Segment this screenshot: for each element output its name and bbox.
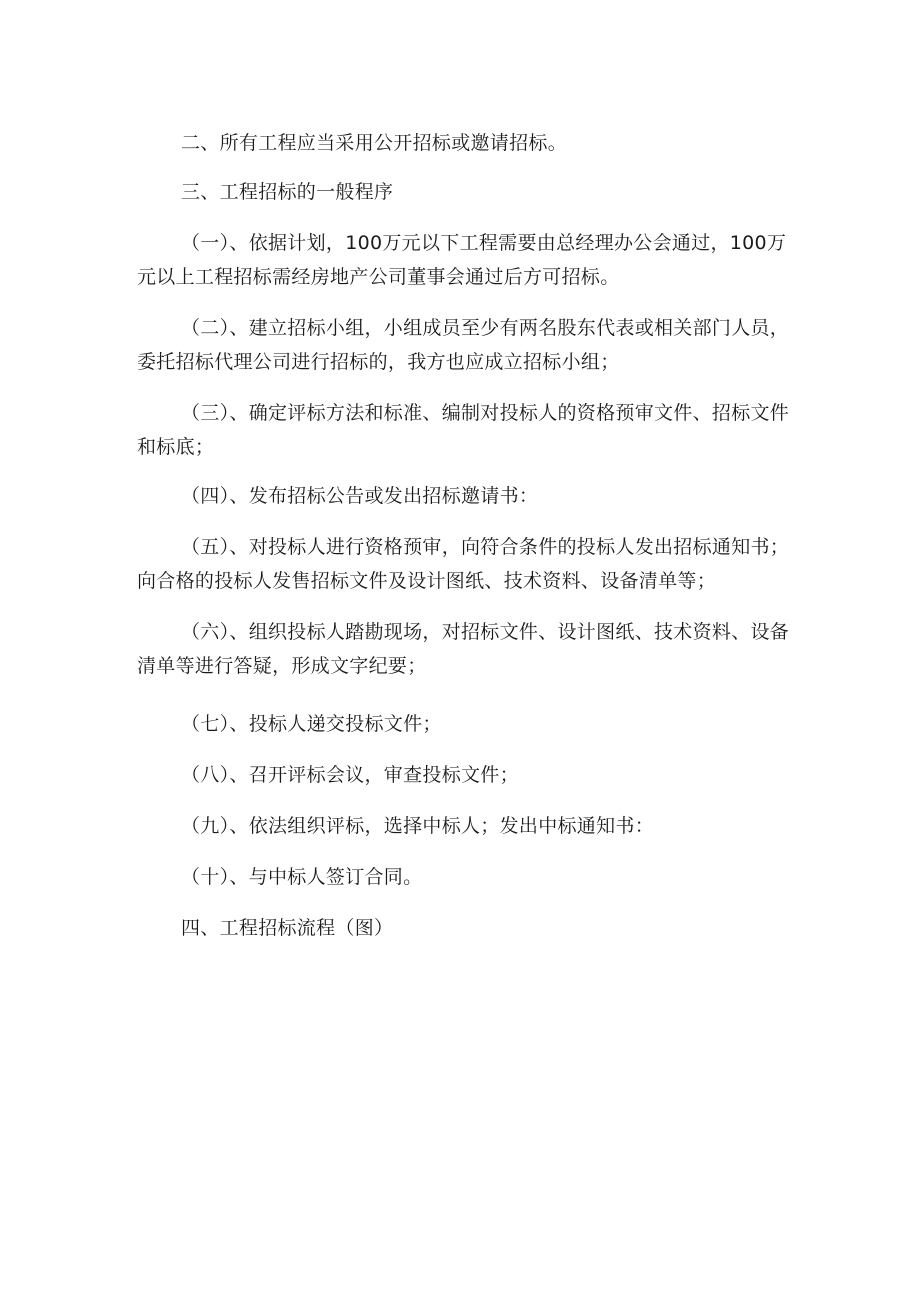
procedure-step-5: （五）、对投标人进行资格预审，向符合条件的投标人发出招标通知书；向合格的投标人发售招标文件及设计图纸、技术资料、设备清单等；	[137, 536, 790, 592]
section-heading-3: 三、工程招标的一般程序	[181, 181, 394, 203]
procedure-step-7: （七）、投标人递交投标文件；	[181, 713, 442, 735]
procedure-step-8: （八）、召开评标会议，审查投标文件；	[181, 764, 519, 786]
procedure-step-9: （九）、依法组织评标，选择中标人；发出中标通知书：	[181, 815, 655, 837]
procedure-step-6: （六）、组织投标人踏勘现场，对招标文件、设计图纸、技术资料、设备清单等进行答疑，形成文字纪要；	[137, 621, 790, 677]
document-body	[137, 126, 797, 945]
procedure-step-3: （三）、确定评标方法和标准、编制对投标人的资格预审文件、招标文件和标底；	[137, 402, 790, 458]
procedure-step-2: （二）、建立招标小组，小组成员至少有两名股东代表或相关部门人员，委托招标代理公司进行招标的，我方也应成立招标小组；	[137, 317, 790, 373]
section-heading-4: 四、工程招标流程（图）	[181, 917, 394, 939]
procedure-step-10: （十）、与中标人签订合同。	[181, 866, 423, 888]
procedure-step-4: （四）、发布招标公告或发出招标邀请书：	[181, 485, 539, 507]
section-heading-2: 二、所有工程应当采用公开招标或邀请招标。	[181, 132, 568, 154]
procedure-step-1: （一）、依据计划，100万元以下工程需要由总经理办公会通过，100万元以上工程招标需经房地产公司董事会通过后方可招标。	[137, 232, 787, 288]
